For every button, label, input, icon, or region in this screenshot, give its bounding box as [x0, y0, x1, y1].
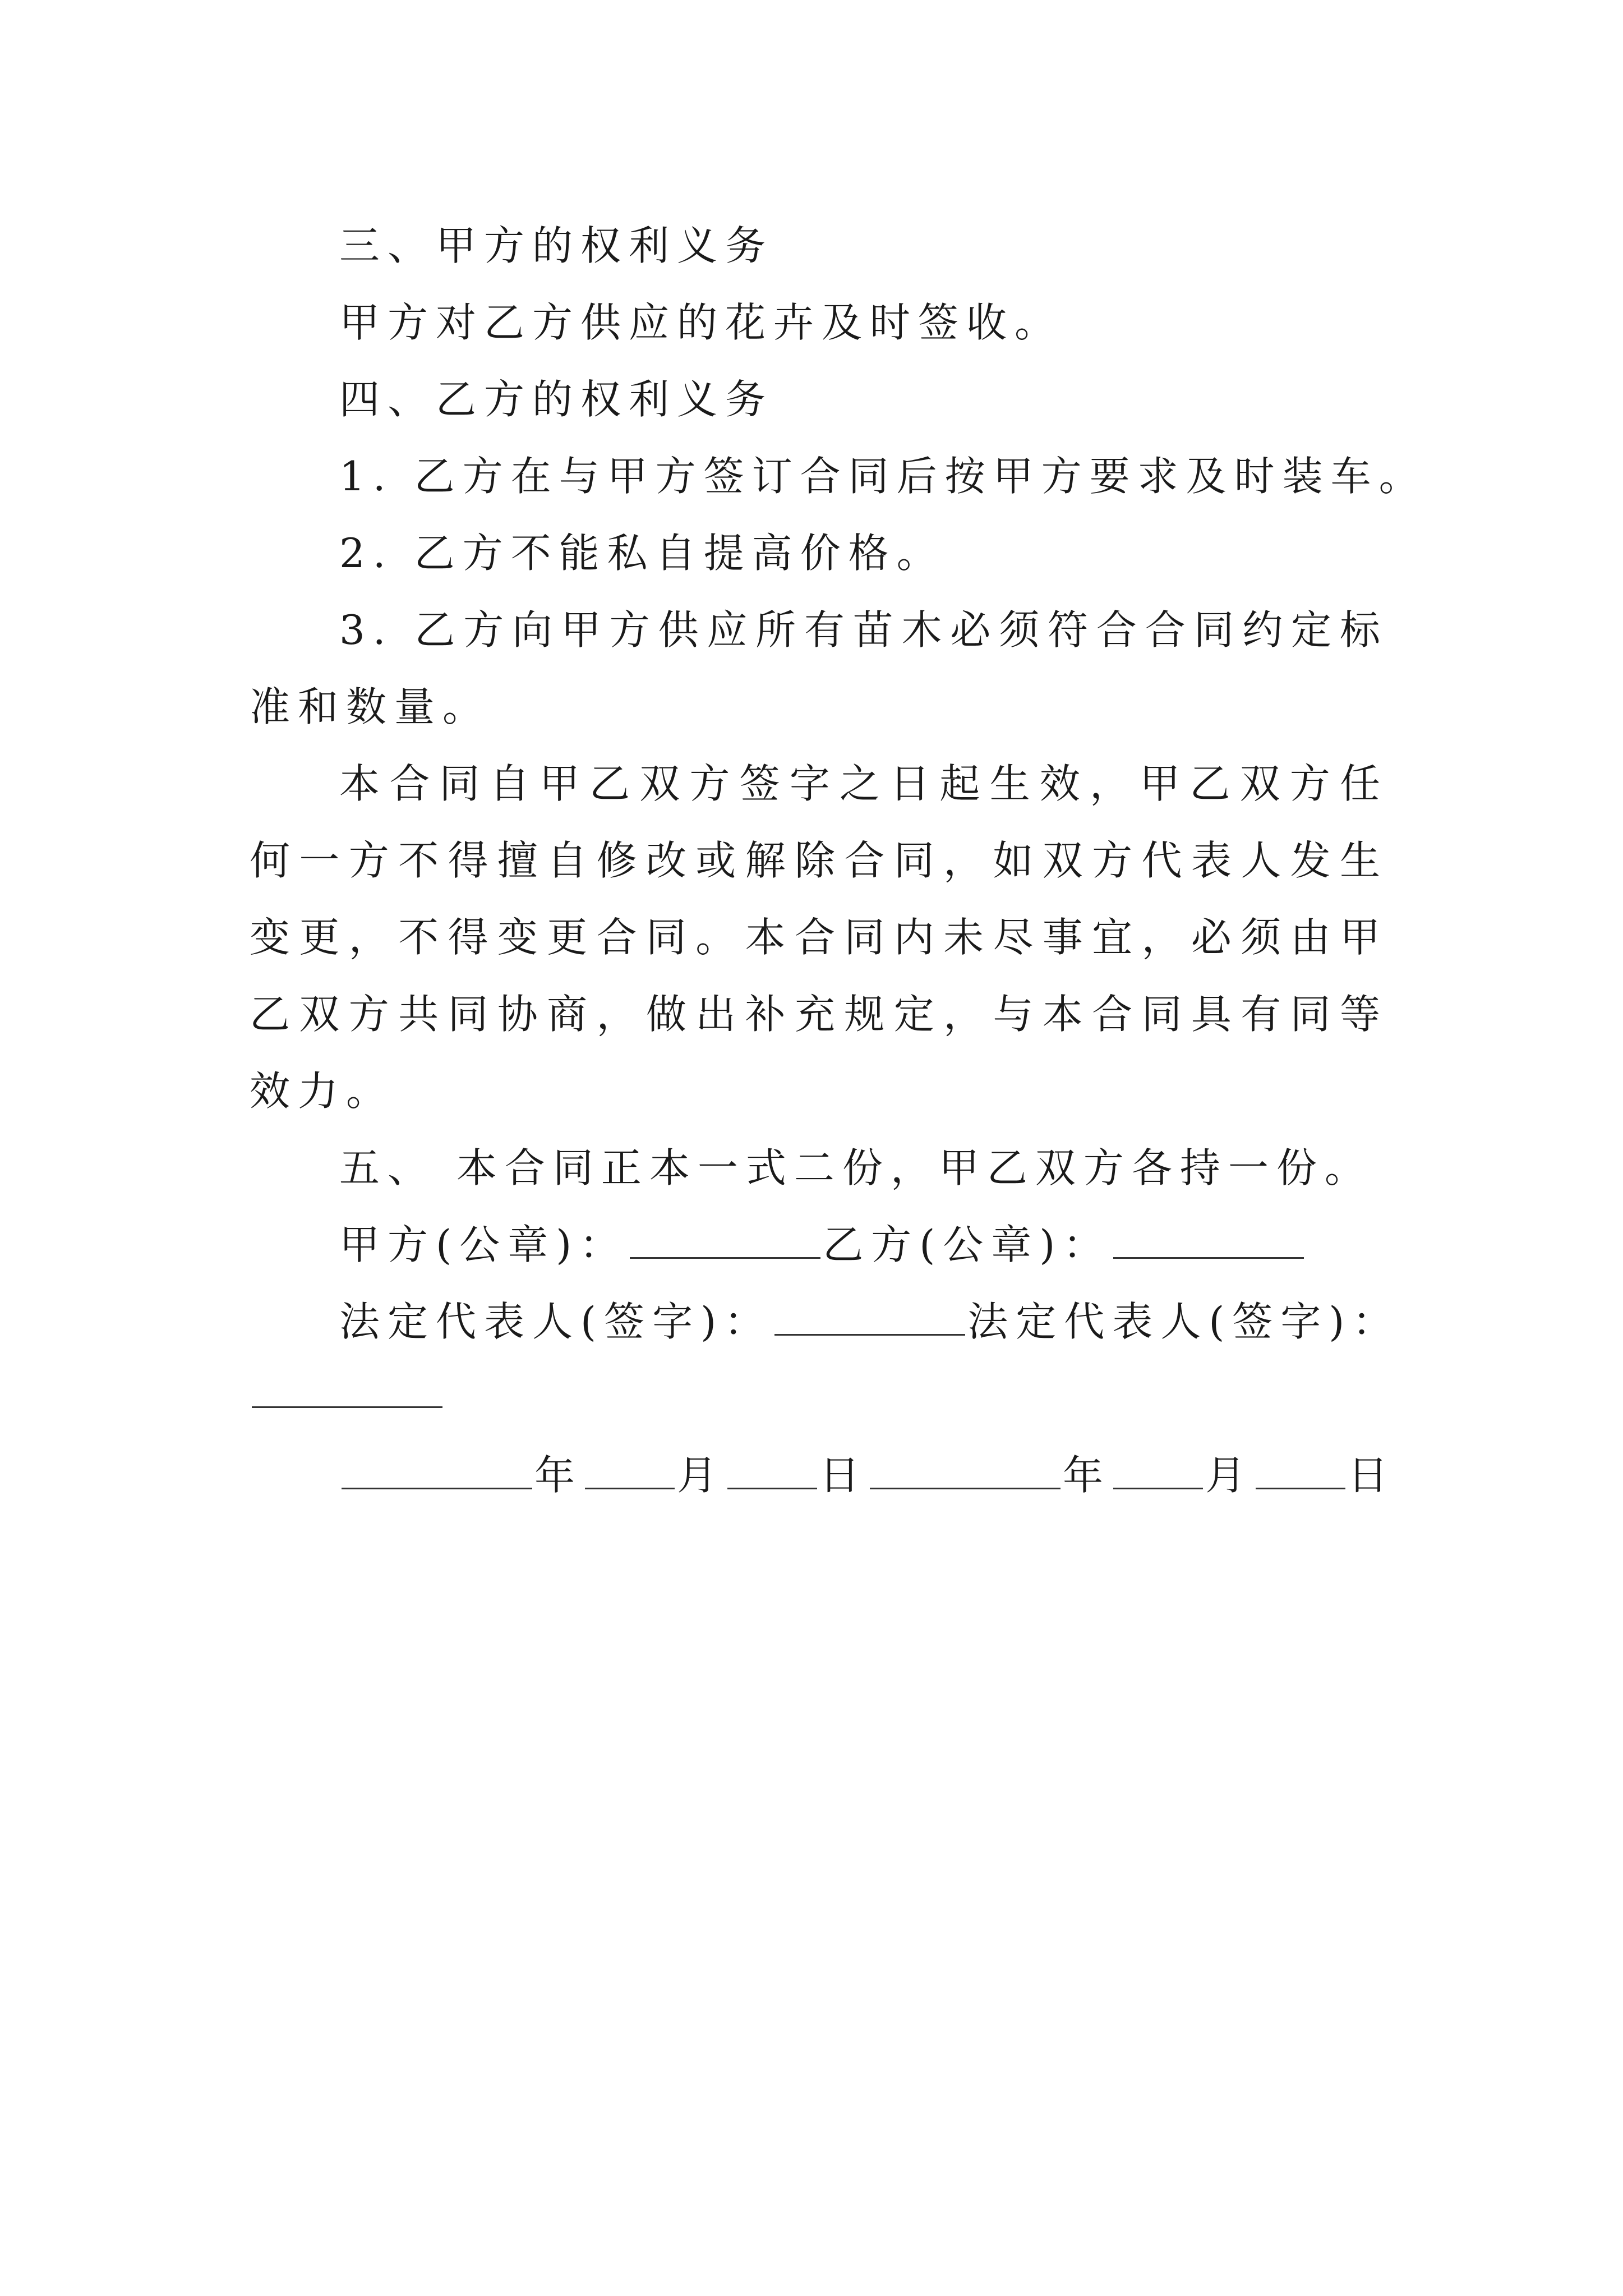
rep-a-blank[interactable] [774, 1299, 965, 1336]
date-b-month-blank[interactable] [1113, 1453, 1203, 1489]
representative-line [250, 1283, 1401, 1360]
rep-b-blank[interactable] [252, 1372, 442, 1408]
date-a-year-label: 年 [534, 1452, 583, 1499]
rep-a-label: 法定代表人(签字)： [339, 1298, 773, 1345]
date-line [250, 1437, 1396, 1514]
party-a-seal-blank[interactable] [630, 1222, 820, 1259]
item-1: 1. 乙方在与甲方签订合同后按甲方要求及时装车。 [339, 453, 1427, 500]
item-2: 2. 乙方不能私自提高价格。 [339, 530, 945, 577]
date-b-month-label: 月 [1205, 1452, 1254, 1499]
rep-b-blank-line [250, 1360, 1388, 1437]
item-3: 3. 乙方向甲方供应所有苗木必须符合合同约定标准和数量。 [250, 606, 1388, 730]
party-a-seal-label: 甲方(公章)： [339, 1221, 628, 1268]
date-b-day-blank[interactable] [1256, 1453, 1345, 1489]
rep-b-label: 法定代表人(签字)： [967, 1298, 1401, 1345]
date-b-year-label: 年 [1063, 1452, 1112, 1499]
date-b-year-blank[interactable] [870, 1453, 1061, 1489]
section3-heading: 三、甲方的权利义务 [339, 222, 774, 269]
date-a-day-label: 日 [819, 1452, 868, 1499]
section3-body: 甲方对乙方供应的花卉及时签收。 [339, 299, 1063, 346]
party-b-seal-label: 乙方(公章)： [823, 1221, 1112, 1268]
section5: 五、 本合同正本一式二份，甲乙双方各持一份。 [339, 1144, 1373, 1191]
date-a-month-blank[interactable] [585, 1453, 675, 1489]
party-b-seal-blank[interactable] [1113, 1222, 1304, 1259]
document-body [250, 208, 1427, 1514]
date-a-day-blank[interactable] [727, 1453, 817, 1489]
effect-paragraph: 本合同自甲乙双方签字之日起生效，甲乙双方任何一方不得擅自修改或解除合同，如双方代表人发生变更，不得变更合同。本合同内未尽事宜，必须由甲乙双方共同协商，做出补充规定，与本合同具有同等效力。 [250, 760, 1388, 1115]
section4-heading: 四、乙方的权利义务 [339, 376, 774, 423]
date-b-day-label: 日 [1348, 1452, 1396, 1499]
seal-line [250, 1207, 1388, 1283]
date-a-month-label: 月 [677, 1452, 726, 1499]
date-a-year-blank[interactable] [342, 1453, 532, 1489]
